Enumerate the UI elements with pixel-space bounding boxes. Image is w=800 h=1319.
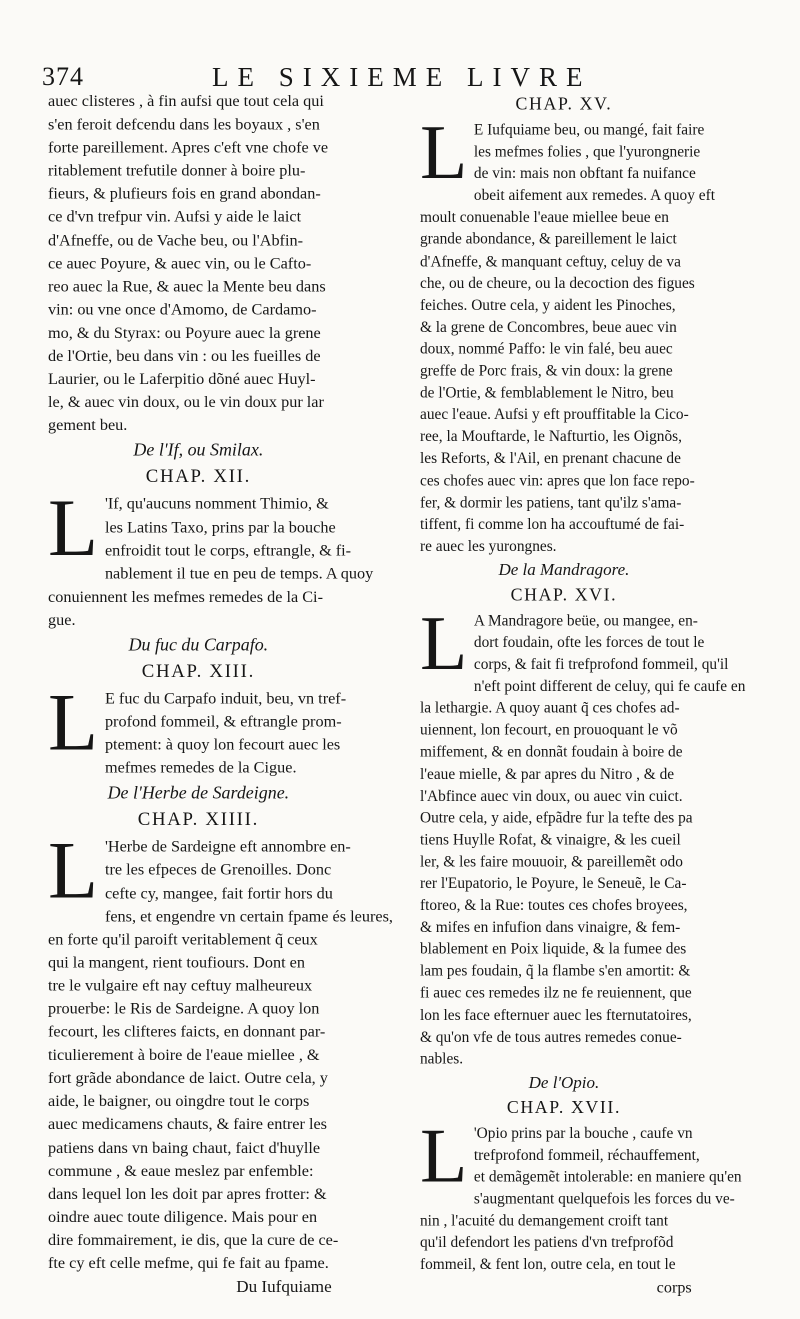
text-line: gue.: [48, 611, 76, 630]
text-line: dort foudain, ofte les forces de tout le: [473, 634, 705, 652]
left-opening-paragraph: [48, 90, 349, 437]
drop-cap: L: [420, 599, 468, 686]
text-line: 'If, qu'aucuns nomment Thimio, &: [104, 495, 329, 514]
text-line: Outre cela, y aide, efpãdre fur la tefte des pa: [420, 809, 693, 827]
text-line: qu'il defendort les patiens d'vn trefprofõd: [420, 1234, 674, 1252]
text-line: & la grene de Concombres, beue auec vin: [420, 318, 677, 336]
section-title: De l'Opio.: [528, 1072, 600, 1092]
drop-cap: L: [420, 108, 468, 196]
text-line: oindre auec toute diligence. Mais pour en: [48, 1208, 318, 1227]
text-line: de l'Ortie, & femblablement le Nitro, beu: [420, 384, 674, 402]
text-line: ftoreo, & la Rue: toutes ces chofes broyees,: [420, 897, 688, 915]
chapter-heading: CHAP. XV.: [515, 93, 613, 114]
section-chap-xvi: [420, 559, 746, 1070]
text-line: corps, & fait fi trefprofond fommeil, qu'il: [473, 656, 729, 674]
text-line: uiennent, lon fecourt, en prouoquant le võ: [420, 721, 678, 739]
text-line: Laurier, ou le Laferpitio dõné auec Huyl-: [48, 370, 316, 389]
section-chap-xii: [48, 439, 374, 632]
text-line: greffe de Porc frais, & vin doux: la grene: [420, 362, 673, 380]
text-line: l'eaue mielle, & par apres du Nitro , & de: [420, 765, 675, 783]
text-line: fieurs, & plufieurs fois en grand abondan-: [48, 185, 321, 204]
text-line: auec medicamens chauts, & faire entrer les: [48, 1115, 328, 1134]
section-body: [420, 1112, 742, 1276]
section-body: [420, 108, 715, 557]
section-title: De l'If, ou Smilax.: [133, 439, 264, 461]
text-line: dans lequel lon les doit par apres frotter: &: [48, 1185, 327, 1204]
text-line: fer, & dormir les patiens, tant qu'ilz s'ama-: [420, 494, 682, 512]
text-line: dire fommairement, ie dis, que la cure de ce-: [48, 1231, 339, 1250]
text-line: blablement en Poix liquide, & la fumee des: [420, 940, 687, 958]
page-number: 374: [42, 62, 84, 91]
text-line: conuiennent les mefmes remedes de la Ci-: [48, 587, 323, 606]
text-line: cefte cy, mangee, fait fortir hors du: [104, 884, 333, 903]
text-line: ritablement trefutile donner à boire plu-: [48, 162, 306, 180]
text-line: fens, et engendre vn certain fpame és leures,: [104, 907, 393, 926]
text-line: fort grãde abondance de laict. Outre cela, y: [48, 1069, 328, 1088]
text-line: 'Opio prins par la bouche , caufe vn: [473, 1125, 693, 1142]
section-chap-xiiii: [48, 782, 393, 1276]
text-line: la lethargie. A quoy auant q̃ ces chofes ad-: [420, 699, 680, 717]
text-line: enfroidit tout le corps, eftrangle, & fi-: [104, 541, 352, 560]
text-line: l'Abfince auec vin doux, ou auec vin cuict.: [420, 787, 683, 805]
text-line: d'Afneffe, & manquant ceftuy, celuy de va: [420, 253, 681, 270]
text-line: ce d'vn trefpur vin. Aufsi y aide le laict: [48, 208, 302, 227]
catchword: Du Iufquiame: [236, 1277, 332, 1297]
text-line: n'eft point different de celuy, qui fe caufe en: [473, 678, 746, 696]
text-line: obeit aifement aux remedes. A quoy eft: [473, 187, 715, 205]
text-line: aide, le baigner, ou oingdre tout le corps: [48, 1092, 310, 1111]
text-line: ree, la Mouftarde, le Nafturtio, les Oignõs,: [420, 428, 682, 446]
catchword: corps: [656, 1278, 692, 1297]
drop-cap: L: [48, 676, 99, 768]
text-line: ptement: à quoy lon fecourt auec les: [104, 736, 341, 755]
catchword-area: [48, 1275, 349, 1299]
text-line: et demãgemẽt intolerable: en maniere qu'en: [473, 1168, 742, 1186]
text-line: prouerbe: le Ris de Sardeigne. A quoy lon: [48, 999, 320, 1018]
text-line: auec l'eaue. Aufsi y eft prouffitable la Cico-: [420, 406, 689, 424]
text-line: profond fommeil, & eftrangle prom-: [104, 712, 342, 731]
text-line: fommeil, & fent lon, outre cela, en tout le: [420, 1256, 676, 1274]
text-line: moult conuenable l'eaue miellee beue en: [420, 209, 669, 227]
text-line: nin , l'acuité du demangement croift tant: [420, 1212, 669, 1230]
running-title: LE SIXIEME LIVRE: [212, 62, 592, 92]
catchword-area: [420, 1276, 708, 1299]
text-line: miffement, & en donnãt foudain à boire de: [420, 743, 683, 761]
section-title: Du fuc du Carpafo.: [128, 634, 269, 655]
text-line: s'augmentant quelquefois les forces du ve-: [473, 1190, 735, 1208]
text-line: tiffent, fi comme lon ha accouftumé de fai-: [420, 515, 685, 533]
text-line: les mefmes folies , que l'yurongnerie: [473, 143, 701, 161]
section-chap-xiii: [48, 633, 349, 779]
text-line: patiens dans vn baing chaut, faict d'huylle: [48, 1138, 321, 1157]
text-line: le, & auec vin doux, ou le vin doux pur lar: [48, 393, 324, 412]
text-line: & mifes en infufion dans vinaigre, & fem-: [420, 919, 681, 937]
text-line: nables.: [420, 1050, 464, 1068]
text-line: reo auec la Rue, & auec la Mente beu dans: [48, 277, 326, 296]
chapter-heading: CHAP. XVII.: [506, 1096, 622, 1117]
chapter-heading: CHAP. XIIII.: [137, 808, 260, 830]
text-line: de l'Ortie, beu dans vin : ou les fueilles de: [48, 347, 321, 366]
section-body: [48, 676, 349, 780]
text-line: qui la mangent, rient toufiours. Dont en: [48, 953, 305, 972]
text-line: 'Herbe de Sardeigne eft annombre en-: [104, 837, 351, 856]
text-line: lam pes foudain, q̃ la flambe s'en amortit: &: [420, 962, 691, 980]
text-line: rer l'Eupatorio, le Poyure, le Seneuẽ, le Ca-: [420, 875, 687, 893]
text-line: en forte qu'il paroift veritablement q̃ ceux: [48, 930, 318, 949]
text-line: lon les face efternuer auec les fternutatoires,: [420, 1006, 692, 1024]
drop-cap: L: [48, 481, 99, 574]
drop-cap: L: [420, 1112, 468, 1199]
text-line: s'en feroit defcendu dans les boyaux , s'en: [48, 115, 320, 134]
chapter-heading: CHAP. XVI.: [510, 584, 618, 605]
text-line: forte pareillement. Apres c'eft vne chofe ve: [48, 138, 329, 157]
text-line: d'Afneffe, ou de Vache beu, ou l'Abfin-: [48, 231, 304, 250]
chapter-heading: CHAP. XIII.: [141, 659, 256, 682]
section-chap-xv: [420, 92, 715, 558]
text-line: fecourt, les clifteres faicts, en donnant par-: [48, 1023, 326, 1042]
section-title: De l'Herbe de Sardeigne.: [107, 782, 290, 803]
text-line: nablement il tue en peu de temps. A quoy: [104, 564, 374, 583]
text-line: E fuc du Carpafo induit, beu, vn tref-: [104, 689, 347, 708]
text-line: ces chofes auec vin: apres que lon face repo-: [420, 472, 695, 490]
section-title: De la Mandragore.: [498, 559, 630, 580]
text-line: trefprofond fommeil, réchauffement,: [473, 1146, 700, 1164]
drop-cap: L: [48, 824, 99, 916]
text-line: ler, & les faire mouuoir, & pareillemẽt odo: [420, 853, 683, 871]
text-line: ticulierement à boire de l'eaue miellee , &: [48, 1046, 320, 1065]
text-line: che, ou de cheure, ou la decoction des figues: [420, 274, 695, 292]
text-line: commune , & eaue meslez par enfemble:: [48, 1161, 314, 1180]
text-line: grande abondance, & pareillement le laict: [420, 231, 677, 249]
text-line: fte cy eft celle mefme, qui fe fait au fpame.: [48, 1254, 329, 1273]
text-line: tre le vulgaire eft nay ceftuy malheureux: [48, 976, 313, 995]
text-line: les Latins Taxo, prins par la bouche: [104, 518, 336, 537]
text-line: feiches. Outre cela, y aident les Pinoches,: [420, 296, 676, 314]
chapter-heading: CHAP. XII.: [145, 465, 252, 487]
text-line: auec clisteres , à fin aufsi que tout cela qui: [48, 92, 324, 111]
text-line: E Iufquiame beu, ou mangé, fait faire: [473, 121, 705, 139]
section-body: [420, 599, 746, 1070]
text-line: ce auec Poyure, & auec vin, ou le Cafto-: [48, 254, 312, 273]
section-body: [48, 824, 393, 1275]
text-line: mo, & du Styrax: ou Poyure auec la grene: [48, 324, 321, 342]
text-line: mefmes remedes de la Cigue.: [104, 759, 297, 778]
right-column: [420, 90, 746, 1299]
text-line: gement beu.: [48, 416, 128, 435]
section-body: [48, 481, 374, 632]
text-line: de vin: mais non obftant fa nuifance: [473, 165, 696, 183]
left-column: [48, 90, 393, 1299]
text-line: les Reforts, & l'Ail, en prenant chacune de: [420, 450, 681, 468]
text-line: re auec les yurongnes.: [420, 537, 557, 555]
text-line: tre les efpeces de Grenoilles. Donc: [104, 861, 332, 880]
text-line: vin: ou vne once d'Amomo, de Cardamo-: [48, 300, 317, 319]
text-line: doux, nommé Paffo: le vin falé, beu auec: [420, 340, 673, 358]
section-chap-xvii: [420, 1072, 742, 1276]
text-line: fi auec ces remedes ilz ne fe reuiennent, que: [420, 984, 692, 1002]
text-line: tiens Huylle Rofat, & vinaigre, & les cueil: [420, 831, 681, 849]
text-line: & qu'on vfe de tous autres remedes conue-: [420, 1028, 682, 1046]
text-line: A Mandragore beüe, ou mangee, en-: [473, 612, 698, 630]
